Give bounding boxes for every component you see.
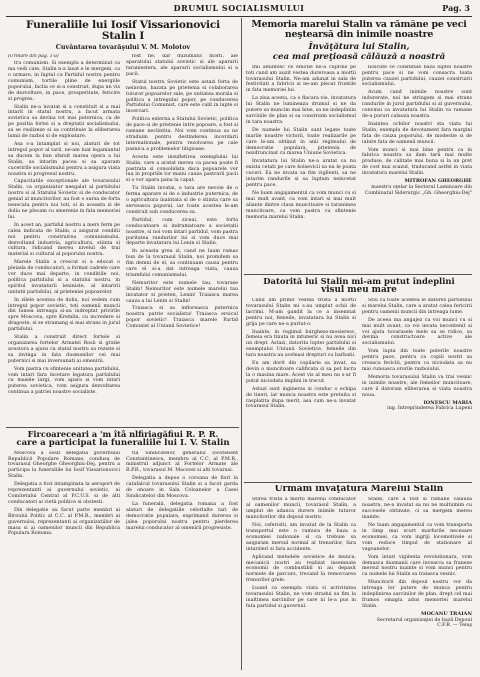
paragraph: Delegatia a depus o coroana de flori la catafalcul tovarasului Stalin si a facut garda de onoare in Sala Coloanelor a Casei Sindicatelor din Moscova. xyxy=(126,476,238,499)
section-divider-right-2 xyxy=(244,482,472,483)
paragraph: Eu am dorit din copilarie sa invat, sa devin o muncitoare calificata si sa pot lucra la o masina mare. Acest vis al meu nu s-ar fi putut niciodata implini in trecut. xyxy=(246,361,356,384)
article-memory xyxy=(246,20,472,272)
article-subtitle: Cuvântarea tovarăşului V. M. Molotov xyxy=(55,43,191,52)
paragraph: Ne luam angajamentul ca vom munci cu si mai mult avant, ca vom intari si mai mult aliante dintre clasa muncitoare si taranimea muncitoare, ca vom pastra cu sfintenie memoria marelui Stalin. xyxy=(246,190,356,220)
author-name: MITROFAN GHEORGHE xyxy=(404,178,472,185)
paragraph: Vom munci si mai bine pentru ca in fabrica noastra sa dam tarii mai multe produse, de calitate mai buna si la un pret de cost mai scazut, traducand astfel in viata invatatura marelui Stalin. xyxy=(362,147,472,177)
article-teaching xyxy=(246,485,472,675)
paragraph: Delegatia a fost intampinata la aeroport de reprezentanti ai guvernului sovietic, ai Comitetului Central al P.C.U.S. si de alti conducatori ai vietii politice si obstesti. xyxy=(8,482,120,505)
author-role: maestru oţelar la Sectorul Laminoare din Combinatul Siderurgic „Gh. Gheorghiu-Dej" xyxy=(364,184,472,196)
page-header xyxy=(6,2,472,17)
text-column xyxy=(246,298,356,412)
paragraph: Memoria tovarasului Stalin va trai vesnic in inimile noastre, ale femeilor muncitoare, care ii datoram eliberarea si viata noastra noua. xyxy=(362,374,472,398)
author-signature xyxy=(362,612,472,629)
paragraph: Aplicand metodele sovietice de munca, mecanicii nostri au realizat insemnate economii de combustibil si au depasit normele de parcurs, trecand la remorcarea trenurilor grele. xyxy=(246,554,356,584)
author-signature xyxy=(362,401,472,413)
paragraph: Stiu ca toate acestea le datorez partidului si marelui Stalin, care a aratat calea fericirii pentru oamenii muncii din intreaga lume. xyxy=(362,298,472,315)
paragraph: Marele Stalin a crescut si a educat o pleiada de conducatori, a format cadrele care vor duce mai departe, in conditiile noi, politica partidului si a statului nostru, in spiritul invataturii leniniste, al intaririi unitatii partidului, al prieteniei popoarelor. xyxy=(8,260,120,295)
article-body xyxy=(8,54,238,398)
paragraph: noscute ce constituie baza luptei noastre pentru pace si ne vom consacra toata puterea cauzei partidului, cauzei construirii socialismului. xyxy=(362,64,472,88)
paragraph: Astazi sunt ingineras si conduc o echipa de tineri, iar munca noastra este pretuita si rasplatita dupa merit, asa cum ne-a invatat tovarasul Stalin. xyxy=(246,386,356,410)
article-title: Funeraliile lui Iosif Vissarionovici Stalin I xyxy=(26,20,220,43)
paragraph: Moscova a sosit delegatia guvernului Republicii Populare Romane, condusa de tovarasul Gheorghe Gheorghiu-Dej, pentru a participa la funeraliile lui Iosif Vissarionovici Stalin. xyxy=(8,450,120,480)
paragraph: Stalin, care a fost si ramane calauza noastra, ne-a invatat sa nu ne multumim cu succesele obtinute, ci sa mergem mereu inainte. xyxy=(362,497,472,521)
paragraph: Vom lupta din toate puterile noastre pentru pace, pentru ca copiii nostri sa creasca fericiti, pentru ca niciodata sa nu mai cunoasca ororile razboiului. xyxy=(362,349,472,373)
paragraph: De aceea ma angajez ca voi munci cu si mai mult avant, ca voi invata necontenit si voi ajuta tovarasele mele sa se ridice, sa devina constructoare active ale socialismului. xyxy=(362,317,472,347)
paragraph: Stirea trista a mortii marelui conducator al oamenilor muncii, tovarasul Stalin, a umplut de adanca durere inimile tuturor muncitorilor din depoul nostru. xyxy=(246,497,356,521)
page-number: Pag. 3 xyxy=(442,3,470,13)
author-role: Secretarul organizaţiei de bază Depoul C.F.R. — Teiuş xyxy=(376,617,472,629)
paragraph: Imi amintesc ce emotie ne-a cuprins pe toti cand am auzit vestea dureroasa a mortii tovarasului Stalin. Ne-am adunat in sala de festivitati a fabricii si ne-am plecat fruntile in fata memoriei lui. xyxy=(246,64,356,94)
article-body xyxy=(246,497,472,629)
paragraph: In zilele acestea de doliu, noi vedem cum intregul popor sovietic, toti oamenii muncii din lumea intreaga si-au indreptat privirile spre Moscova, spre Kremlin, cu incredere si dragoste, si se stramang si mai strans in jurul partidului. xyxy=(8,297,120,333)
paragraph: Vom intari vigilenta revolutionara, vom demasca dusmanii care incearca sa franeze mersul nostru inainte si vom munci pentru ca numele lui Stalin sa traiasca vesnic. xyxy=(362,554,472,578)
article-body xyxy=(246,65,472,223)
text-column xyxy=(362,497,472,629)
paragraph: Luand ca exemplu viata si activitatea tovarasului Stalin, ne vom stradui sa fim la inaltimea sarcinilor pe care ni le-a pus in fata partidul si guvernul. xyxy=(246,586,356,609)
paragraph: Acesta este insufletirea exemplului lui Stalin, care a aratat mereu ca pacea poate fi pastrata si consolidata daca popoarele vor lua in propriile lor maini cauza pastrarii pacii si o vor apara pana la capat. xyxy=(126,154,238,184)
text-column xyxy=(246,65,356,223)
section-divider-right-1 xyxy=(244,274,472,275)
section-divider-left xyxy=(6,427,239,428)
text-column xyxy=(246,497,356,629)
paragraph: Statul nostru Sovietic este astazi forta de neinvins, bazata pe prietenia si colaborarea tuturor popoarelor sale, pe unitatea morala si politica a intregului popor, pe conducerea Partidului Comunist, care este calit in lupte si incercari. xyxy=(126,79,238,115)
paragraph: Vom pastra cu sfintenie unitatea partidului, vom intari fara incetare legatura partidului cu masele largi, vom apara si vom intari puterea sovietica, vom asigura dezvoltarea continua a patriei noastre socialiste. xyxy=(8,366,120,396)
article-title: Memoria marelui Stalin va rămâne pe veci neştearsă din inimile noastre xyxy=(251,20,467,40)
text-column xyxy=(8,451,120,540)
paragraph: La ziua acesta, ca o flacara vie, invatatura lui Stalin ne lumineaza drumul si ne da putere sa muncim mai bine, sa ne indeplinim sarcinile de plan si sa construim socialismul in tara noastra. xyxy=(246,96,356,125)
paragraph: Invatatura lui Stalin ne-a aratat ca nu exista cetati pe care bolsevicii sa nu le poata cuceri. Ea ne invata sa fim vigilenti, sa ne intarim randurile si sa luptam neincetat pentru pace. xyxy=(246,159,356,188)
paragraph: Inaintea ochilor noastri sta viata lui Stalin, exemplu de devotament fara margini fata de cauza poporului, de modestie si de iubire fata de oamenii muncii. xyxy=(362,121,472,145)
paragraph: Din delegatie au facut parte membri ai Biroului Politic al C.C. al P.M.R., membri ai guvernului, reprezentanti ai organizatiilor de masa si ai oamenilor muncii din Republica Populara Romana. xyxy=(8,507,120,537)
paragraph: Cand am primit vestea trista a mortii tovarasului Stalin mi s-au umplut ochii de lacrimi. M-am gandit la ce a insemnat pentru noi, femeile, invatatura lui Stalin si grija pe care ne-a purtat-o. xyxy=(246,298,356,327)
text-column xyxy=(8,54,120,398)
paragraph: Politica externa a Statului Sovietic, politica de pace si de prietenie intre popoare, a fost si ramane neclintita. Noi vom continua sa ne straduim pentru destinderea incordarii internationale, pentru rezolvarea pe cale pasnica a problemelor litigioase. xyxy=(126,117,238,152)
article-dream xyxy=(246,277,472,480)
paragraph: Nemuritor este numele tau, tovarase Stalin! Nemuritor este numele marelui tau invatator si prieten, Lenin! Traiasca marea cauza a lui Lenin si Stalin! xyxy=(126,280,238,304)
article-funerals xyxy=(8,20,238,424)
article-body xyxy=(246,298,472,412)
paragraph: tul Sindicatelor, generalul locotenent Constantinescu, membru al C.C. al P.M.R., ministrul adjunct al Fortelor Armate ale R.P.R., tovarasul M. Macovei si alti tovarasi. xyxy=(126,450,238,474)
paragraph: Ne luam angajamentul ca vom transporta in timp mai scurt marfurile necesare economiei, ca vom ingriji locomotivele si vom reduce timpul de stationare al vagoanelor. xyxy=(362,523,472,552)
paragraph: Stalin a construit direct fortele si organizarea fortelor Armatei Rosii si gratie acestora a ajuns ca statul nostru sa reziste si sa invinga in fata dusmanilor cei mai puternici si mai inversunati ai omenirii. xyxy=(8,335,120,364)
paragraph: Acum cand inimile noastre sunt indurerate, noi ne stringem si mai strans randurile in jurul partidului si al guvernului, convinsi ca invatatura lui Stalin va ramane de-a pururi calauza noastra. xyxy=(362,90,472,119)
article-title-line2: visul meu mare xyxy=(321,284,397,295)
article-title: Fircoareceari a 'm îtâ nlfiriagăfiui R. P. R. xyxy=(27,430,219,439)
paragraph: Muncitorii din depoul nostru vor da intreaga lor putere de munca pentru indeplinirea sarcinilor de plan, drept cel mai frumos omagiu adus memoriei marelui Stalin. xyxy=(362,580,472,609)
continuation-note: (Urmare din pag. 1-a) xyxy=(8,54,59,60)
paragraph: tru comunism. Si exemplu a determinat ca ma vedi cate, Stalin n-a lasat e le mergem, ca o urmare, in faptul ca Partidul nostru pentru comunism, tortile pline de energiile poporului, faclia ce si-a construit, dupa un vis de dezvoltare, in pace, prosperitate, fericire si progres. xyxy=(8,61,120,102)
article-subheading: Învăţătura lui Stalin, xyxy=(308,41,410,52)
author-signature xyxy=(362,179,472,196)
paragraph: Partidul, cum ziceai, este forta conducatoare si indrumatoare a societatii noastre, si noi vom intari partidul, vom pastra puritatea randurilor lui si vom duce mai departe invatatura lui Lenin si Stalin. xyxy=(126,217,238,247)
article-title: Datorită lui Stalin mi-am putut îndeplini xyxy=(263,277,455,286)
article-body xyxy=(8,451,238,540)
paragraph: De numele lui Stalin sunt legate toate marile noastre victorii, toate realizarile pe care le-am obtinut in anii regimului de democratie populara, prietenia de nezdruncinat cu marea Uniune Sovietica. xyxy=(246,127,356,157)
paragraph: Tu Stalin invatai, o tara are nevoie de o ferma aparare si de o industrie puternica, de o agricultura inaintata si de o stiinta care sa serveasca poporul, iar toate acestea le-am construit sub conducerea sa. xyxy=(126,186,238,215)
article-title-line2: care a participat la funeraliile lui I. V. Stalin xyxy=(16,437,230,448)
paragraph: Noi, ceferistii, am invatat de la Stalin ca transportul este o ramura de baza a economiei nationale si ca trebuie sa asiguram mersul normal al trenurilor, fara intarzieri si fara accidente. xyxy=(246,523,356,552)
text-column xyxy=(362,65,472,223)
text-column xyxy=(362,298,472,412)
paragraph: Asa s-a intamplat si noi, alaturi de tot intregul popor al tarii, ne-am luat legamantul sa ducem la bun sfarsit marea opera a lui Stalin, sa intarim pacea si sa aparam cuceririle socialismului pentru a asigura viata noastra si progresul nostru. xyxy=(8,142,120,177)
publication-name: DRUMUL SOCIALISMULUI xyxy=(173,3,305,13)
paragraph: Capacitatile exceptionale ale tovarasului Stalin, ca organizator neegalat al partidului nostru si al Statului Sovietic si de conducator genial al muncitorilor, au fost o sursa de forta nesecata pentru noi toti, si in aceasta zi de doliu ne plecam cu smerenie in fata memoriei lui. xyxy=(8,179,120,220)
article-title: Urmăm învăţătura Marelui Stalin xyxy=(274,485,444,494)
article-subheading-line2: cea mai preţioasă călăuză a noastră xyxy=(272,51,446,62)
paragraph: Inainte, in regimul burghezo-mosieresc, femeia era tinuta in intuneric si nu avea nici un drept. Astazi, datorita luptei partidului si exemplului Uniunii Sovietice, femeile din tara noastra au aceleasi drepturi cu barbatii. xyxy=(246,329,356,359)
paragraph: fost fie, dar duzumatic morti, ale aparatului statului sovietic si ale apararii taraniestera, ale apararii socialismului si a pacii. xyxy=(126,54,238,77)
author-role: ing. Intreprinderea Fabrica Lupeni xyxy=(387,406,472,412)
author-name: MOCANU TRAIAN xyxy=(421,610,472,617)
paragraph: Stalin ne-a invatat si a constituit si a mai intarit in statul nostru, a facut armata sovietica sa devina tot mai puternica, ca de pe pozitia fortei si a dreptatii socialismului, sa se realizeze si sa contribuie la eliberarea lumii de razboi si de exploatare. xyxy=(8,104,120,140)
article-delegation xyxy=(8,430,238,675)
text-column xyxy=(126,451,238,540)
paragraph: In acest an, partidul nostru a mers ferm pe calea indicata de Stalin, a asigurat conditii noi pentru construirea comunismului, dezvoltand industria, agricultura, stiinta si cultura, ridicand mereu nivelul de trai material si cultural al poporului nostru. xyxy=(8,222,120,258)
paragraph: In aceasta grea zi, cand ne luam ramas bun de la tovarasul Stalin, noi promitem sa fim demni de el, sa continuam cauza pentru care el si-a dat intreaga viata, cauza triumfului comunismului. xyxy=(126,249,238,278)
column-divider xyxy=(241,18,242,670)
author-name: IONESCU MARIA xyxy=(423,399,472,406)
paragraph: La funeralii, delegatia romana a fost alaturi de delegatiile celorlalte tari de democratie populara, exprimand durerea si jalea poporului nostru pentru pierderea marelui conducator al omenirii progresiste. xyxy=(126,501,238,531)
text-column xyxy=(126,54,238,398)
paragraph: Traiasca si sa infloreasca puternica noastra patrie socialista! Traiasca eroicul popor sovietic! Traiasca marele Partid Comunist al Uniunii Sovietice! xyxy=(126,306,238,330)
